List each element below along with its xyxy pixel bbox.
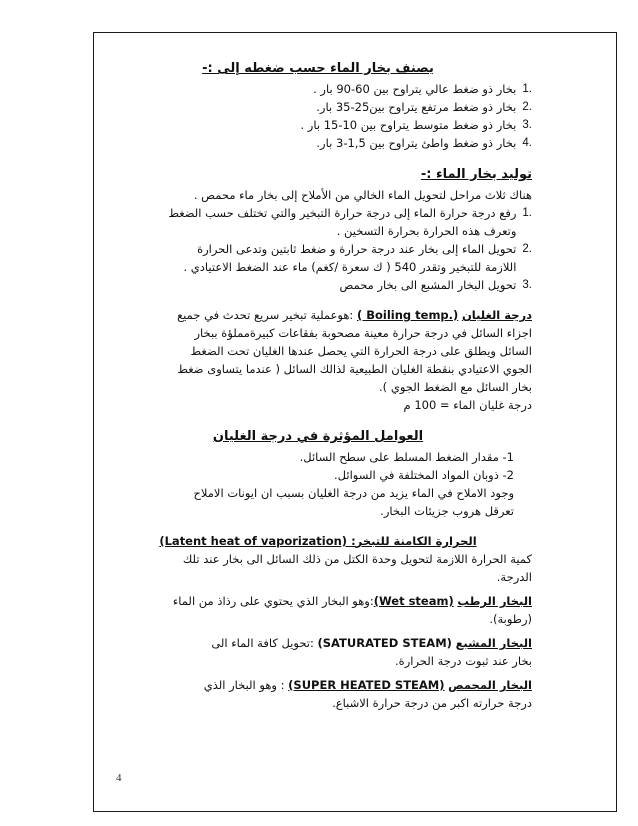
latent-heat-heading: الحرارة الكامنة للتبخر(Latent heat of vaporization) : [159, 534, 477, 548]
wet-steam-definition: البخار الرطب (Wet steam):وهو البخار الذي يحتوي على رذاذ من الماء [172, 594, 532, 608]
section-title-boiling-factors: العوامل المؤثرة في درجة الغليان [212, 429, 424, 444]
list-item: .3 بخار ذو ضغط متوسط يتراوح بين 10-15 بار . [300, 118, 532, 132]
boiling-point-water: درجة غليان الماء = 100 م [403, 398, 532, 412]
boiling-point-paragraph: درجة الغليان ( Boiling temp.) :هوعملية تبخير سريع تحدث في جميع [177, 308, 532, 322]
steam-classification-list [104, 80, 532, 152]
list-item: .2 بخار ذو ضغط مرتفع يتراوح بين25-35 بار. [316, 100, 532, 114]
section-title-steam-classification: يصنف بخار الماء حسب ضغطه إلى :- [202, 61, 434, 76]
steam-generation-steps [104, 204, 532, 294]
superheated-steam-definition: البخار المحمص (SUPER HEATED STEAM) : وهو البخار الذي [203, 678, 532, 692]
factor-item: 2- ذوبان المواد المختلفة في السوائل. [334, 468, 514, 482]
list-item: .1 بخار ذو ضغط عالي يتراوح بين 60-90 بار . [313, 82, 532, 96]
saturated-steam-definition: البخار المشبع (SATURATED STEAM) :تحويل كافة الماء الى [211, 636, 532, 650]
list-item: .1 رفع درجة حرارة الماء إلى درجة حرارة التبخير والتي تختلف حسب الضغط وتعرف هذه الحرارة بحرارة التسخين . [168, 206, 532, 238]
page-number: 4 [116, 772, 122, 784]
steam-generation-intro: هناك ثلاث مراحل لتحويل الماء الخالي من الأملاح إلى بخار ماء محمص . [193, 188, 532, 202]
boiling-point-term: درجة الغليان [461, 308, 532, 322]
page-content: يصنف بخار الماء حسب ضغطه إلى :- .1 بخار ذو ضغط عالي يتراوح بين 60-90 بار . .2 بخار ذو ضغط مرتفع يتراوح بين25-35 بار. .3 بخار ذو ضغط متوسط يتراوح بين 10-15 بار . .4 بخار ذو ضغط واطئ يتراوح بين 1,5-3 بار. توليد بخار الماء :- هناك ثلاث مراحل لتحويل الماء الخالي من الأملاح إلى بخار ماء محمص . .1 رفع درجة حرارة الماء إلى درجة حرارة التبخير والتي تختلف حسب الضغط وتعرف هذه الحرارة بحرارة التسخين . .2 تحويل الماء إلى بخار عند درجة حرارة و ضغط ثابتين وتدعى الحرارة اللازمة للتبخير وتقدر 540 ( ك سعرة /كغم) ماء عند الضغط الاعتيادي . .3 تحويل البخار المشبع الى بخار محمص درجة الغليان ( Boiling temp.) :هوعملية تبخير سريع تحدث في جميع اجزاء السائل في درجة حرارة معينة مصحوبة بفقاعات كبيرةمملؤة ببخار السائل ويطلق على درجة الحرارة التي يحصل عندها الغليان تحت الضغط الجوي الاعتيادي بنقطة الغليان الطبيعية لذالك السائل ( عندما يتساوى ضغط بخار السائل مع الضغط الجوي ). درجة غليان الماء = 100 م العوامل المؤثرة في درجة الغليان 1- مقدار الضغط المسلط على سطح السائل. 2- ذوبان المواد المختلفة في السوائل. وجود الاملاح في الماء يزيد من درجة الغليان بسبب ان ايونات الاملاح تعرقل هروب جزيئات البخار. الحرارة الكامنة للتبخر(Latent heat of vaporization) : كمية الحرارة اللازمة لتحويل وحدة الكتل من ذلك السائل الى بخار عند تلك الدرجة. البخار الرطب (Wet steam):وهو البخار الذي يحتوي على رذاذ من الماء (رطوبة). البخار المشبع (SATURATED STEAM) :تحويل كافة الماء الى بخار عند ثبوت درجة الحرارة. البخار المحمص (SUPER HEATED STEAM) : وهو البخار الذي درجة حرارته اكبر من درجة حرارة الاشباع. [104, 58, 532, 712]
list-item: .3 تحويل البخار المشبع الى بخار محمص [339, 278, 532, 292]
list-item: .2 تحويل الماء إلى بخار عند درجة حرارة و ضغط ثابتين وتدعى الحرارة اللازمة للتبخير وتقدر 540 ( ك سعرة /كغم) ماء عند الضغط الاعتيادي . [183, 242, 532, 274]
boiling-point-term-en: ( Boiling temp.) [356, 308, 459, 322]
list-item: .4 بخار ذو ضغط واطئ يتراوح بين 1,5-3 بار. [316, 136, 532, 150]
factor-item: 1- مقدار الضغط المسلط على سطح السائل. [299, 450, 514, 464]
section-title-steam-generation: توليد بخار الماء :- [420, 167, 532, 182]
